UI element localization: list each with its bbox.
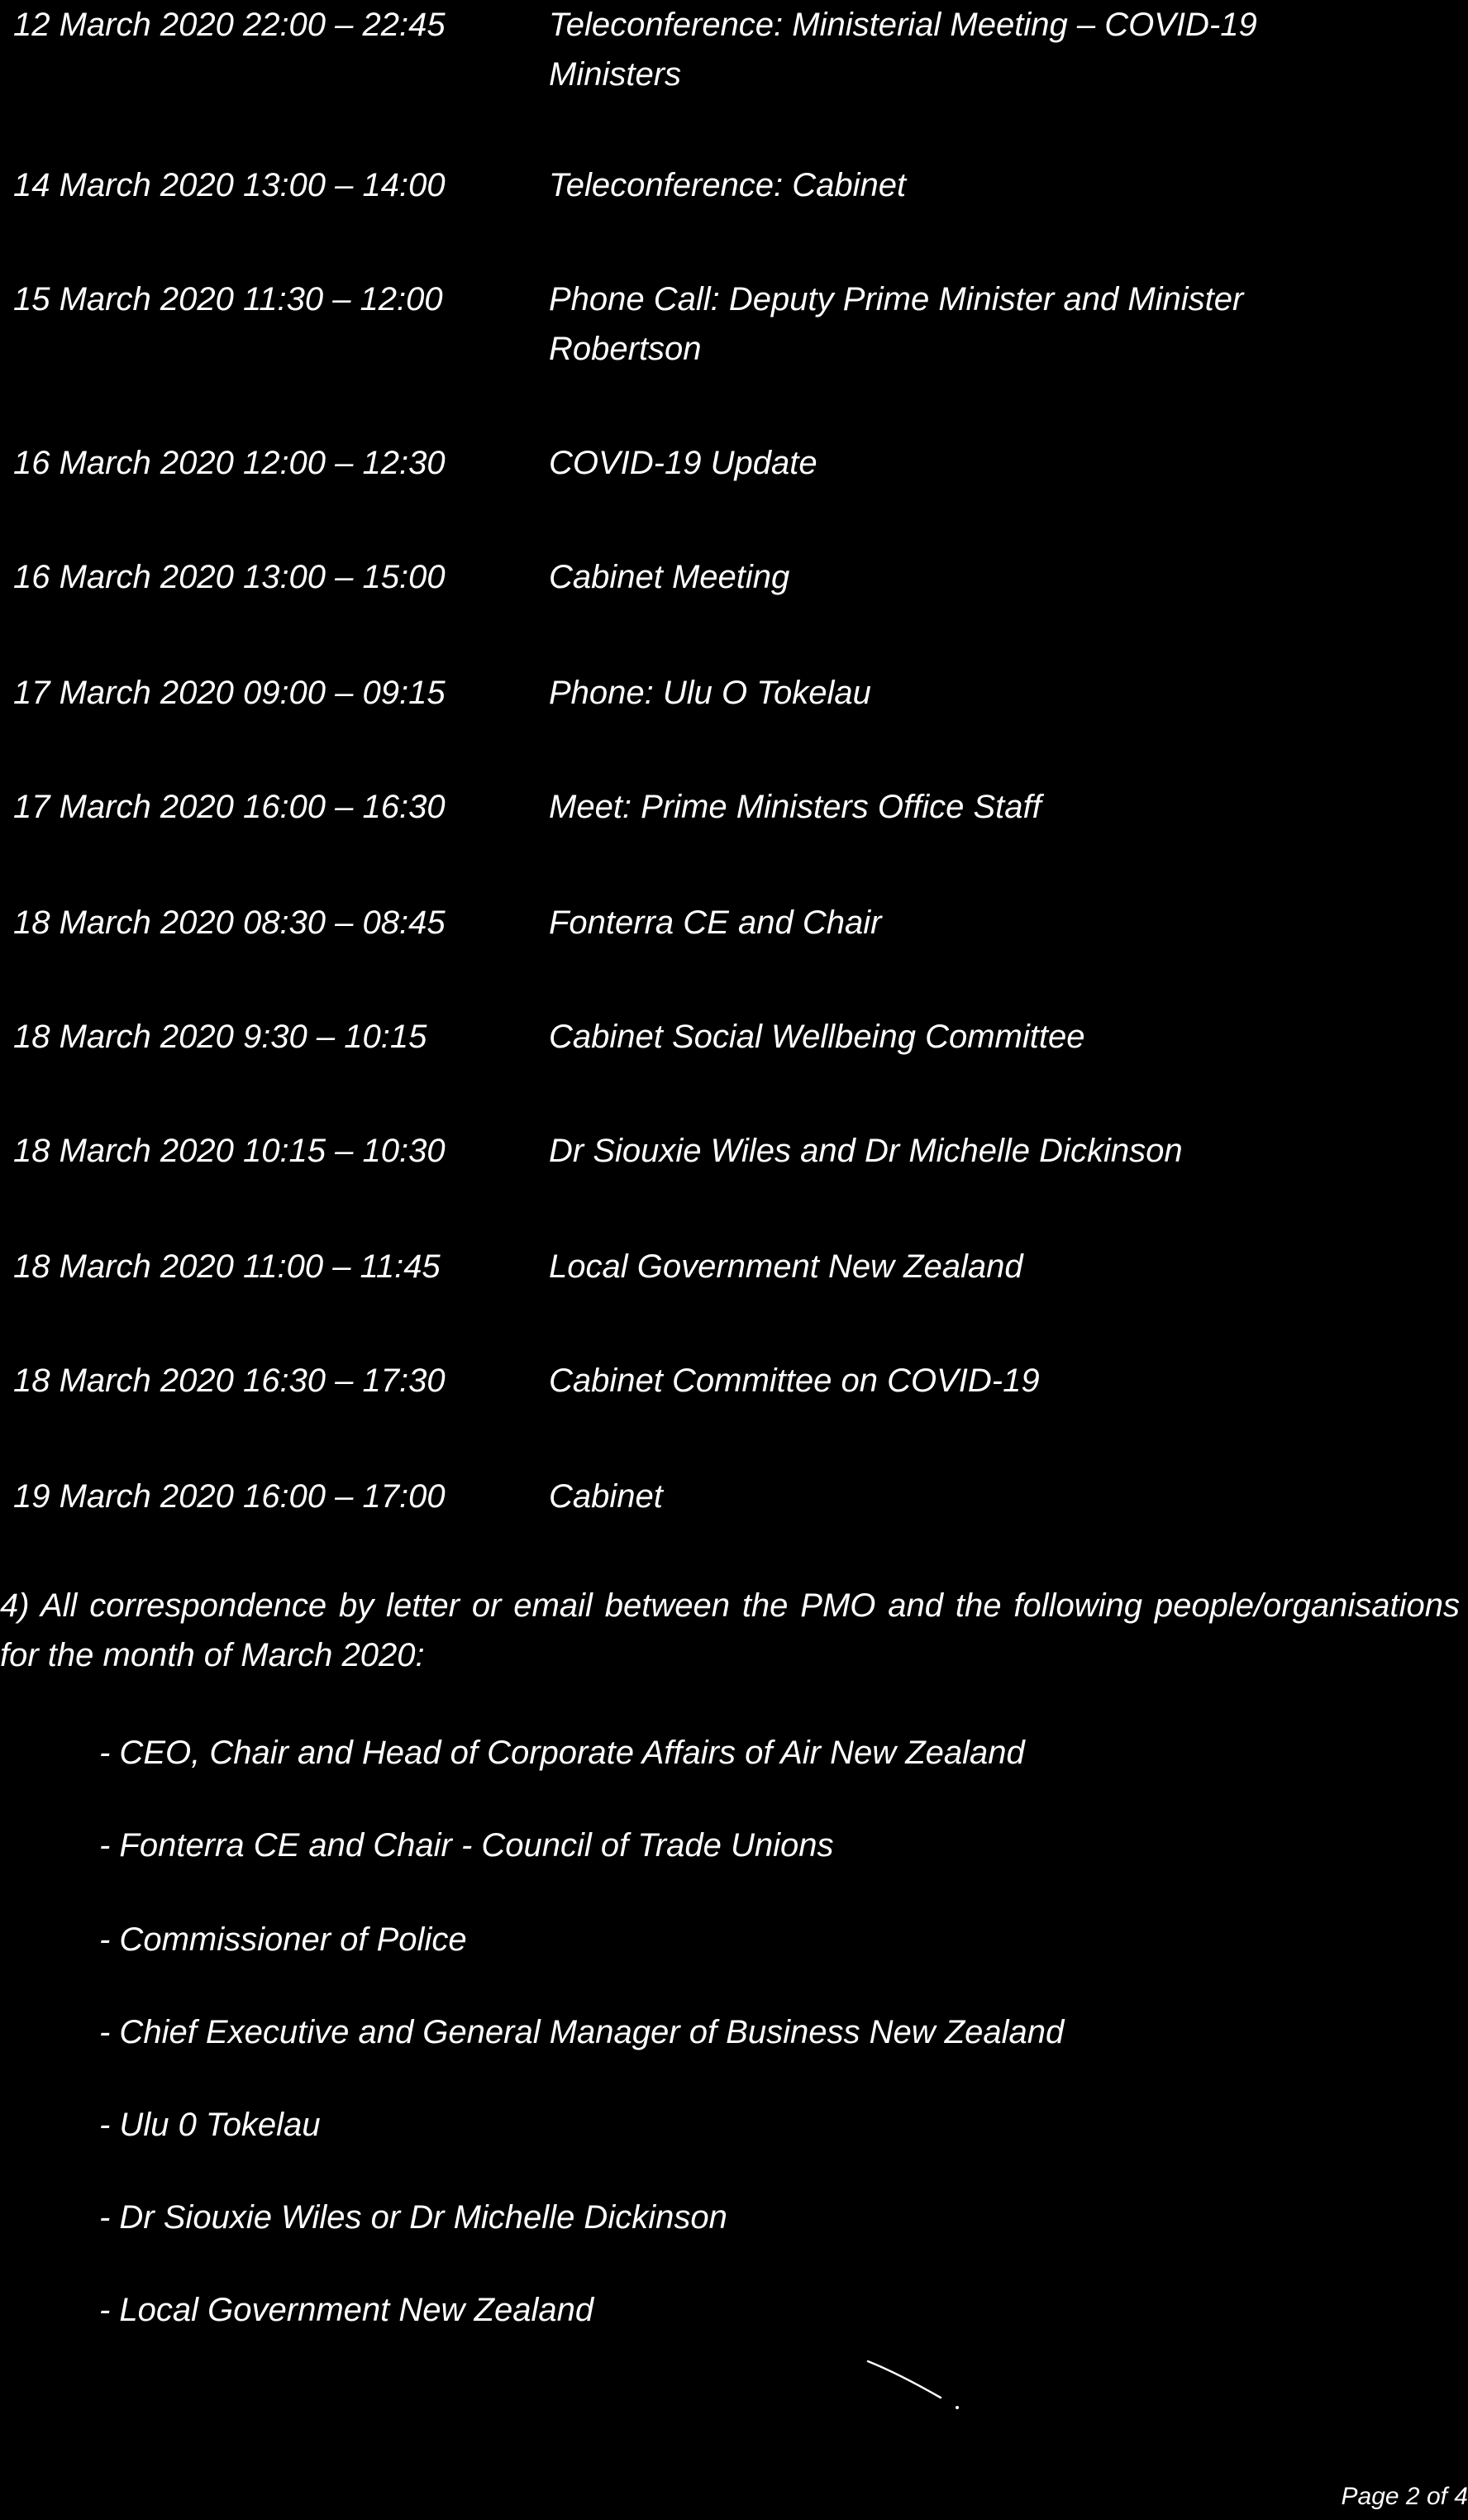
entry-description: Cabinet Meeting — [549, 559, 790, 595]
entry-datetime: 18 March 2020 10:15 – 10:30 — [13, 1133, 446, 1169]
entry-description: Cabinet — [549, 1478, 663, 1515]
entry-description: Phone: Ulu O Tokelau — [549, 675, 871, 711]
entry-datetime: 18 March 2020 11:00 – 11:45 — [13, 1248, 441, 1285]
entry-description: COVID-19 Update — [549, 445, 817, 481]
entry-datetime: 16 March 2020 12:00 – 12:30 — [13, 445, 446, 481]
entry-datetime: 17 March 2020 16:00 – 16:30 — [13, 789, 446, 825]
entry-description: Cabinet Committee on COVID-19 — [549, 1363, 1040, 1399]
entry-description: Dr Siouxie Wiles and Dr Michelle Dickinson — [549, 1133, 1183, 1169]
entry-description: Cabinet Social Wellbeing Committee — [549, 1019, 1085, 1055]
entry-datetime: 14 March 2020 13:00 – 14:00 — [13, 167, 446, 203]
list-item: - Dr Siouxie Wiles or Dr Michelle Dickinson — [99, 2199, 727, 2236]
list-item: - CEO, Chair and Head of Corporate Affairs of Air New Zealand — [99, 1735, 1025, 1771]
list-item: - Commissioner of Police — [99, 1921, 467, 1958]
entry-description: Meet: Prime Ministers Office Staff — [549, 789, 1041, 825]
entry-description: Teleconference: Ministerial Meeting – COVID-19 Ministers — [549, 7, 1257, 93]
pen-stroke-mark — [860, 2348, 967, 2414]
page-number: Page 2 of 4 — [1341, 2483, 1468, 2510]
entry-datetime: 18 March 2020 08:30 – 08:45 — [13, 904, 446, 941]
entry-description: Local Government New Zealand — [549, 1248, 1023, 1285]
entry-datetime: 19 March 2020 16:00 – 17:00 — [13, 1478, 446, 1515]
list-item: - Local Government New Zealand — [99, 2292, 594, 2328]
list-item: - Ulu 0 Tokelau — [99, 2107, 321, 2143]
entry-datetime: 18 March 2020 16:30 – 17:30 — [13, 1363, 446, 1399]
entry-description: Teleconference: Cabinet — [549, 167, 907, 203]
list-item: - Chief Executive and General Manager of Business New Zealand — [99, 2014, 1065, 2050]
entry-datetime: 18 March 2020 9:30 – 10:15 — [13, 1019, 427, 1055]
request-paragraph: 4) All correspondence by letter or email between the PMO and the following people/organisations for the month of March 2020: — [0, 1587, 1460, 1673]
entry-datetime: 17 March 2020 09:00 – 09:15 — [13, 675, 446, 711]
list-item: - Fonterra CE and Chair - Council of Trade Unions — [99, 1827, 834, 1864]
entry-datetime: 16 March 2020 13:00 – 15:00 — [13, 559, 446, 595]
entry-description: Fonterra CE and Chair — [549, 904, 882, 941]
entry-description: Phone Call: Deputy Prime Minister and Minister Robertson — [549, 281, 1244, 367]
entry-datetime: 15 March 2020 11:30 – 12:00 — [13, 281, 443, 317]
entry-datetime: 12 March 2020 22:00 – 22:45 — [13, 7, 446, 43]
